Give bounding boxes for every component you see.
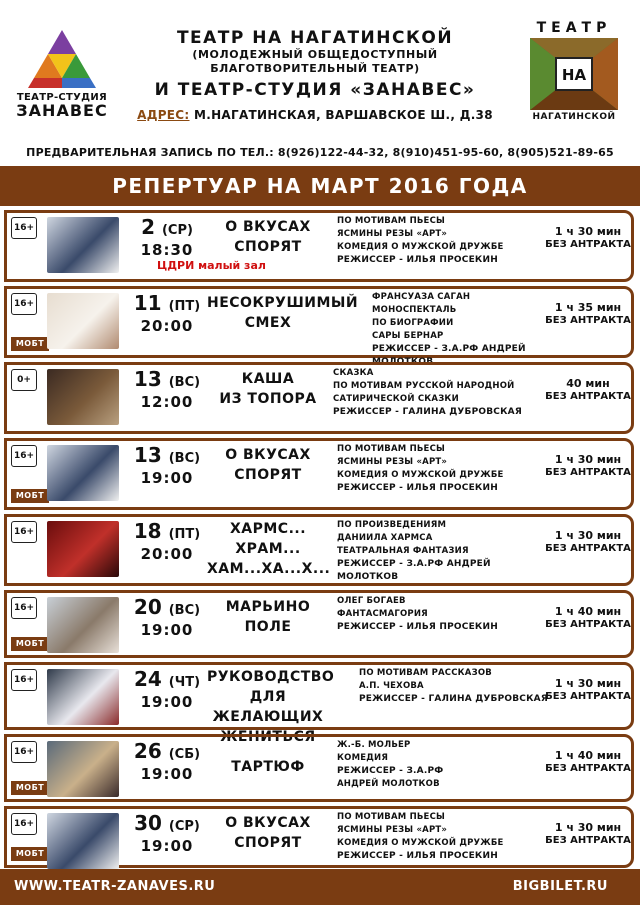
- show-info-line: КОМЕДИЯ О МУЖСКОЙ ДРУЖБЕ: [337, 470, 504, 480]
- show-day: 11: [133, 291, 162, 315]
- age-rating-badge: 16+: [11, 597, 37, 619]
- show-info-line: РЕЖИССЕР - ГАЛИНА ДУБРОВСКАЯ: [359, 694, 548, 704]
- show-title-line: ЖЕНИТЬСЯ: [220, 729, 316, 745]
- show-day: 24: [133, 667, 162, 691]
- theatre-title: ТЕАТР НА НАГАТИНСКОЙ: [176, 28, 454, 48]
- show-weekday: (ПТ): [168, 527, 201, 542]
- show-row: [4, 362, 634, 434]
- show-time: 19:00: [140, 469, 194, 487]
- show-venue: ЦДРИ малый зал: [157, 259, 266, 272]
- show-duration: [544, 377, 632, 403]
- show-time: 12:00: [140, 393, 194, 411]
- mobt-badge: МОБТ: [11, 637, 49, 651]
- show-duration: [544, 453, 632, 479]
- show-duration: [544, 605, 632, 631]
- show-duration: [544, 749, 632, 775]
- show-info: [359, 667, 569, 706]
- address-text: М.НАГАТИНСКАЯ, ВАРШАВСКОЕ Ш., Д.38: [189, 108, 493, 122]
- show-info-line: А.П. ЧЕХОВА: [359, 681, 424, 691]
- phone-line: ПРЕДВАРИТЕЛЬНАЯ ЗАПИСЬ ПО ТЕЛ.: 8(926)122-44-32, 8(910)451-95-60, 8(905)521-89-65: [26, 146, 614, 159]
- show-day: 18: [133, 519, 162, 543]
- show-photo: [47, 813, 119, 869]
- show-title-line: ХАРМС...: [229, 521, 307, 537]
- show-info-line: САРЫ БЕРНАР: [372, 331, 444, 341]
- show-duration-value: 1 ч 35 мин: [554, 301, 622, 314]
- show-title-line: О ВКУСАХ: [225, 219, 311, 235]
- show-weekday: (СР): [168, 819, 200, 834]
- show-photo: [47, 597, 119, 653]
- show-row: [4, 210, 634, 282]
- header-titles: [120, 28, 510, 122]
- logo-left-line1: ТЕАТР-СТУДИЯ: [16, 92, 108, 103]
- show-duration-value: 1 ч 30 мин: [554, 453, 622, 466]
- show-title-line: ХРАМ...: [235, 541, 301, 557]
- studio-title: И ТЕАТР-СТУДИЯ «ЗАНАВЕС»: [154, 80, 476, 100]
- show-info-line: РЕЖИССЕР - ИЛЬЯ ПРОСЕКИН: [337, 483, 498, 493]
- show-title-line: ДЛЯ ЖЕЛАЮЩИХ: [212, 689, 324, 725]
- logo-right-bottom: НАГАТИНСКОЙ: [532, 112, 616, 122]
- show-info-line: РЕЖИССЕР - З.А.РФ АНДРЕЙ МОЛОТКОВ: [372, 344, 526, 367]
- show-intermission: БЕЗ АНТРАКТА: [545, 467, 631, 478]
- mobt-badge: МОБТ: [11, 337, 49, 351]
- show-time: 19:00: [140, 621, 194, 639]
- show-title-line: ИЗ ТОПОРА: [219, 391, 317, 407]
- show-day: 26: [133, 739, 162, 763]
- show-intermission: БЕЗ АНТРАКТА: [545, 391, 631, 402]
- show-info-line: АНДРЕЙ МОЛОТКОВ: [337, 779, 440, 789]
- show-row: [4, 438, 634, 510]
- show-info-line: ПО МОТИВАМ РУССКОЙ НАРОДНОЙ: [333, 381, 515, 391]
- show-date: [122, 291, 212, 335]
- show-title: [207, 597, 329, 637]
- show-duration: [544, 529, 632, 555]
- show-intermission: БЕЗ АНТРАКТА: [545, 315, 631, 326]
- show-title-line: РУКОВОДСТВО: [207, 669, 335, 685]
- show-info-line: САТИРИЧЕСКОЙ СКАЗКИ: [333, 394, 459, 404]
- show-info-line: КОМЕДИЯ О МУЖСКОЙ ДРУЖБЕ: [337, 838, 504, 848]
- show-title-line: СМЕХ: [244, 315, 292, 331]
- show-title-line: ХАМ...ХА...Х...: [207, 561, 331, 577]
- show-info-line: ТЕАТРАЛЬНАЯ ФАНТАЗИЯ: [337, 546, 469, 556]
- show-day: 20: [133, 595, 162, 619]
- age-rating-badge: 16+: [11, 217, 37, 239]
- logo-right-emblem: [530, 38, 618, 110]
- show-info: [372, 291, 572, 369]
- show-info-line: ПО МОТИВАМ ПЬЕСЫ: [337, 812, 446, 822]
- show-time: 20:00: [140, 317, 194, 335]
- show-info: [333, 367, 543, 419]
- show-weekday: (СР): [161, 223, 193, 238]
- show-duration-value: 40 мин: [566, 377, 610, 390]
- show-photo: [47, 741, 119, 797]
- show-info-line: РЕЖИССЕР - ИЛЬЯ ПРОСЕКИН: [337, 622, 498, 632]
- show-row: [4, 514, 634, 586]
- show-row: [4, 734, 634, 802]
- show-title: [207, 757, 329, 777]
- show-info-line: ЯСМИНЫ РЕЗЫ «АРТ»: [337, 457, 448, 467]
- age-rating-badge: 16+: [11, 521, 37, 543]
- show-info-line: ЯСМИНЫ РЕЗЫ «АРТ»: [337, 825, 448, 835]
- show-duration-value: 1 ч 30 мин: [554, 529, 622, 542]
- show-title-line: О ВКУСАХ: [225, 815, 311, 831]
- show-info: [337, 811, 547, 863]
- show-title-line: ТАРТЮФ: [231, 759, 305, 775]
- show-photo: [47, 669, 119, 725]
- show-intermission: БЕЗ АНТРАКТА: [545, 543, 631, 554]
- show-title-line: ПОЛЕ: [244, 619, 292, 635]
- show-photo: [47, 293, 119, 349]
- show-date: [122, 811, 212, 855]
- theatre-subtitle-line2: БЛАГОТВОРИТЕЛЬНЫЙ ТЕАТР): [210, 62, 420, 75]
- logo-right-top: ТЕАТР: [536, 20, 612, 36]
- show-weekday: (СБ): [168, 747, 201, 762]
- show-title-line: СПОРЯТ: [234, 835, 302, 851]
- show-date: [122, 667, 212, 711]
- zanaves-logo: [14, 28, 110, 128]
- show-intermission: БЕЗ АНТРАКТА: [545, 691, 631, 702]
- show-time: 18:30: [140, 241, 194, 259]
- show-title: [207, 293, 359, 333]
- show-duration-value: 1 ч 30 мин: [554, 821, 622, 834]
- show-title: [207, 217, 329, 257]
- show-duration-value: 1 ч 40 мин: [554, 749, 622, 762]
- logo-right-mid: НА: [561, 66, 587, 84]
- show-duration: [544, 821, 632, 847]
- show-info-line: КОМЕДИЯ О МУЖСКОЙ ДРУЖБЕ: [337, 242, 504, 252]
- show-info-line: ПО БИОГРАФИИ: [372, 318, 454, 328]
- show-duration-value: 1 ч 40 мин: [554, 605, 622, 618]
- age-rating-badge: 16+: [11, 741, 37, 763]
- show-row: [4, 806, 634, 868]
- show-row: [4, 286, 634, 367]
- age-rating-badge: 16+: [11, 293, 37, 315]
- show-title-line: СПОРЯТ: [234, 239, 302, 255]
- show-info-line: Ж.-Б. МОЛЬЕР: [337, 740, 411, 750]
- show-duration-value: 1 ч 30 мин: [554, 677, 622, 690]
- show-title-line: МАРЬИНО: [225, 599, 311, 615]
- show-date: [122, 595, 212, 639]
- show-info: [337, 215, 547, 267]
- show-title-line: НЕСОКРУШИМЫЙ: [207, 295, 359, 311]
- show-info-line: ПО ПРОИЗВЕДЕНИЯМ: [337, 520, 447, 530]
- show-info-line: ФАНТАСМАГОРИЯ: [337, 609, 428, 619]
- show-photo: [47, 521, 119, 577]
- show-intermission: БЕЗ АНТРАКТА: [545, 619, 631, 630]
- logo-left-line2: ЗАНАВЕС: [16, 101, 108, 120]
- show-info-line: РЕЖИССЕР - ГАЛИНА ДУБРОВСКАЯ: [333, 407, 522, 417]
- age-rating-badge: 16+: [11, 445, 37, 467]
- show-weekday: (ВС): [168, 375, 201, 390]
- show-title-line: СПОРЯТ: [234, 467, 302, 483]
- show-info-line: КОМЕДИЯ: [337, 753, 389, 763]
- address-label: АДРЕС:: [137, 108, 190, 122]
- show-time: 19:00: [140, 693, 194, 711]
- show-title: [207, 445, 329, 485]
- show-intermission: БЕЗ АНТРАКТА: [545, 239, 631, 250]
- show-info-line: ПО МОТИВАМ ПЬЕСЫ: [337, 444, 446, 454]
- address: [120, 108, 510, 122]
- mobt-badge: МОБТ: [11, 781, 49, 795]
- show-day: 13: [133, 443, 162, 467]
- show-photo: [47, 369, 119, 425]
- poster-header: [0, 0, 640, 165]
- site-link-right[interactable]: BIGBILET.RU: [512, 879, 608, 894]
- show-info: [337, 519, 547, 584]
- show-weekday: (ВС): [168, 451, 201, 466]
- show-info-line: ЯСМИНЫ РЕЗЫ «АРТ»: [337, 229, 448, 239]
- show-duration: [544, 301, 632, 327]
- show-duration: [544, 677, 632, 703]
- show-day: 2: [141, 215, 155, 239]
- show-time: 19:00: [140, 837, 194, 855]
- age-rating-badge: 16+: [11, 813, 37, 835]
- show-info-line: СКАЗКА: [333, 368, 374, 378]
- show-info-line: ОЛЕГ БОГАЕВ: [337, 596, 406, 606]
- age-rating-badge: 0+: [11, 369, 37, 391]
- show-info-line: РЕЖИССЕР - З.А.РФ: [337, 766, 444, 776]
- mobt-badge: МОБТ: [11, 847, 49, 861]
- show-info-line: РЕЖИССЕР - З.А.РФ АНДРЕЙ МОЛОТКОВ: [337, 559, 491, 582]
- nagatinskaya-logo: [526, 20, 622, 140]
- show-time: 19:00: [140, 765, 194, 783]
- show-info-line: РЕЖИССЕР - ИЛЬЯ ПРОСЕКИН: [337, 851, 498, 861]
- show-title: [207, 519, 329, 579]
- theatre-subtitle-line1: (МОЛОДЕЖНЫЙ ОБЩЕДОСТУПНЫЙ: [192, 48, 438, 61]
- show-time: 20:00: [140, 545, 194, 563]
- show-title-line: КАША: [241, 371, 295, 387]
- show-intermission: БЕЗ АНТРАКТА: [545, 763, 631, 774]
- show-info-line: РЕЖИССЕР - ИЛЬЯ ПРОСЕКИН: [337, 255, 498, 265]
- show-date: [122, 367, 212, 411]
- show-info-line: ПО МОТИВАМ РАССКАЗОВ: [359, 668, 492, 678]
- show-info-line: ДАНИИЛА ХАРМСА: [337, 533, 433, 543]
- show-date: [122, 215, 212, 259]
- show-info: [337, 443, 547, 495]
- show-title-line: О ВКУСАХ: [225, 447, 311, 463]
- show-weekday: (ЧТ): [168, 675, 201, 690]
- show-duration-value: 1 ч 30 мин: [554, 225, 622, 238]
- footer: [0, 869, 640, 905]
- show-weekday: (ПТ): [168, 299, 201, 314]
- show-duration: [544, 225, 632, 251]
- show-date: [122, 443, 212, 487]
- repertoire-banner: РЕПЕРТУАР НА МАРТ 2016 ГОДА: [0, 166, 640, 206]
- mobt-badge: МОБТ: [11, 489, 49, 503]
- show-info-line: МОНОСПЕКТАЛЬ: [372, 305, 457, 315]
- show-day: 30: [134, 811, 162, 835]
- show-row: [4, 590, 634, 658]
- show-date: [122, 519, 212, 563]
- show-info-line: ПО МОТИВАМ ПЬЕСЫ: [337, 216, 446, 226]
- show-info: [337, 739, 547, 791]
- show-title: [207, 813, 329, 853]
- show-info: [337, 595, 547, 634]
- age-rating-badge: 16+: [11, 669, 37, 691]
- show-intermission: БЕЗ АНТРАКТА: [545, 835, 631, 846]
- show-weekday: (ВС): [168, 603, 201, 618]
- show-info-line: ФРАНСУАЗА САГАН: [372, 292, 471, 302]
- show-day: 13: [133, 367, 162, 391]
- triangle-logo-icon: [26, 28, 98, 90]
- show-photo: [47, 445, 119, 501]
- show-date: [122, 739, 212, 783]
- site-link-left[interactable]: WWW.TEATR-ZANAVES.RU: [14, 879, 216, 894]
- show-title: [207, 369, 329, 409]
- show-photo: [47, 217, 119, 273]
